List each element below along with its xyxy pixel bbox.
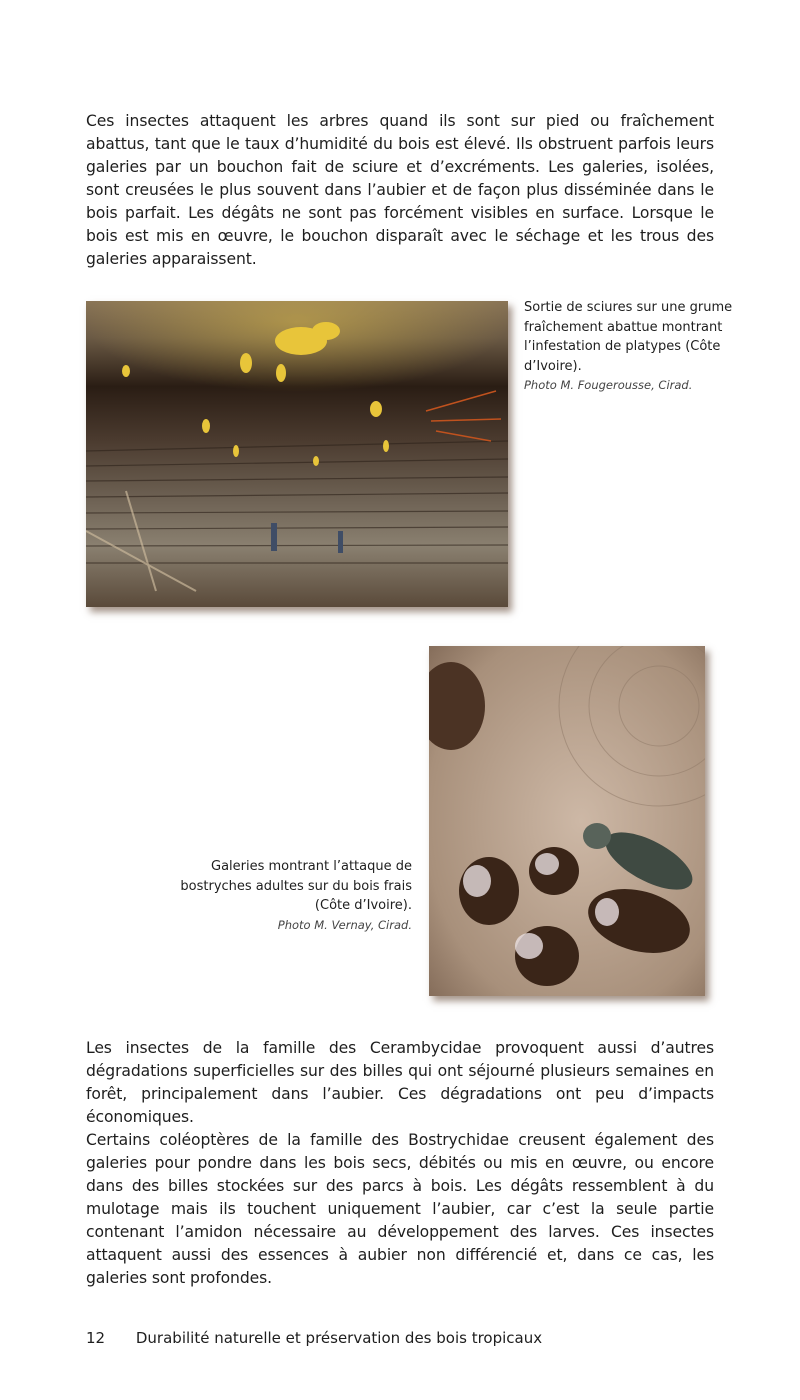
book-title: Durabilité naturelle et préservation des bois tropicaux bbox=[135, 1329, 543, 1347]
figure-1-caption bbox=[524, 298, 764, 396]
figure-1-caption-text: Sortie de sciures sur une grume fraîchement abattue montrant l’infestation de platypes (Côte d’Ivoire). bbox=[524, 300, 733, 374]
figure-2-caption-text: Galeries montrant l’attaque de bostryches adultes sur du bois frais (Côte d’Ivoire). bbox=[180, 859, 412, 913]
figure-1-credit: Photo M. Fougerousse, Cirad. bbox=[524, 378, 693, 392]
figure-2-credit: Photo M. Vernay, Cirad. bbox=[277, 917, 412, 932]
body-paragraph-1: Ces insectes attaquent les arbres quand ils sont sur pied ou fraîchement abattus, tant que le taux d’humidité du bois est élevé. Ils obstruent parfois leurs galeries par un bouchon fait de sciure et d’excréments. Les galeries, isolées, sont creusées le plus souvent dans l’aubier et de façon plus disséminée dans le bois parfait. Les dégâts ne sont pas forcément visibles en surface. Lorsque le bois est mis en œuvre, le bouchon disparaît avec le séchage et les trous des galeries apparaissent. bbox=[86, 112, 714, 268]
page-footer bbox=[86, 1329, 542, 1347]
body-paragraph-2: Les insectes de la famille des Cerambycidae provoquent aussi d’autres dégradations superficielles sur des billes qui ont séjourné plusieurs semaines en forêt, principalement dans l’aubier. Ces dégradations ont peu d’impacts économiques. bbox=[86, 1039, 714, 1126]
log-sawdust-photo bbox=[86, 301, 508, 607]
page-number: 12 bbox=[86, 1329, 106, 1347]
bostrychid-galleries-photo bbox=[429, 646, 705, 996]
figure-2-caption bbox=[150, 857, 412, 935]
body-paragraph-3: Certains coléoptères de la famille des Bostrychidae creusent également des galeries pour pondre dans les bois secs, débités ou mis en œuvre, ou encore dans des billes stockées sur des parcs à bois. Les dégâts ressemblent à du mulotage mais ils touchent uniquement l’aubier, car c’est la seule partie contenant l’amidon nécessaire au développement des larves. Ces insectes attaquent aussi des essences à aubier non différencié et, dans ce cas, les galeries sont profondes. bbox=[86, 1131, 714, 1287]
